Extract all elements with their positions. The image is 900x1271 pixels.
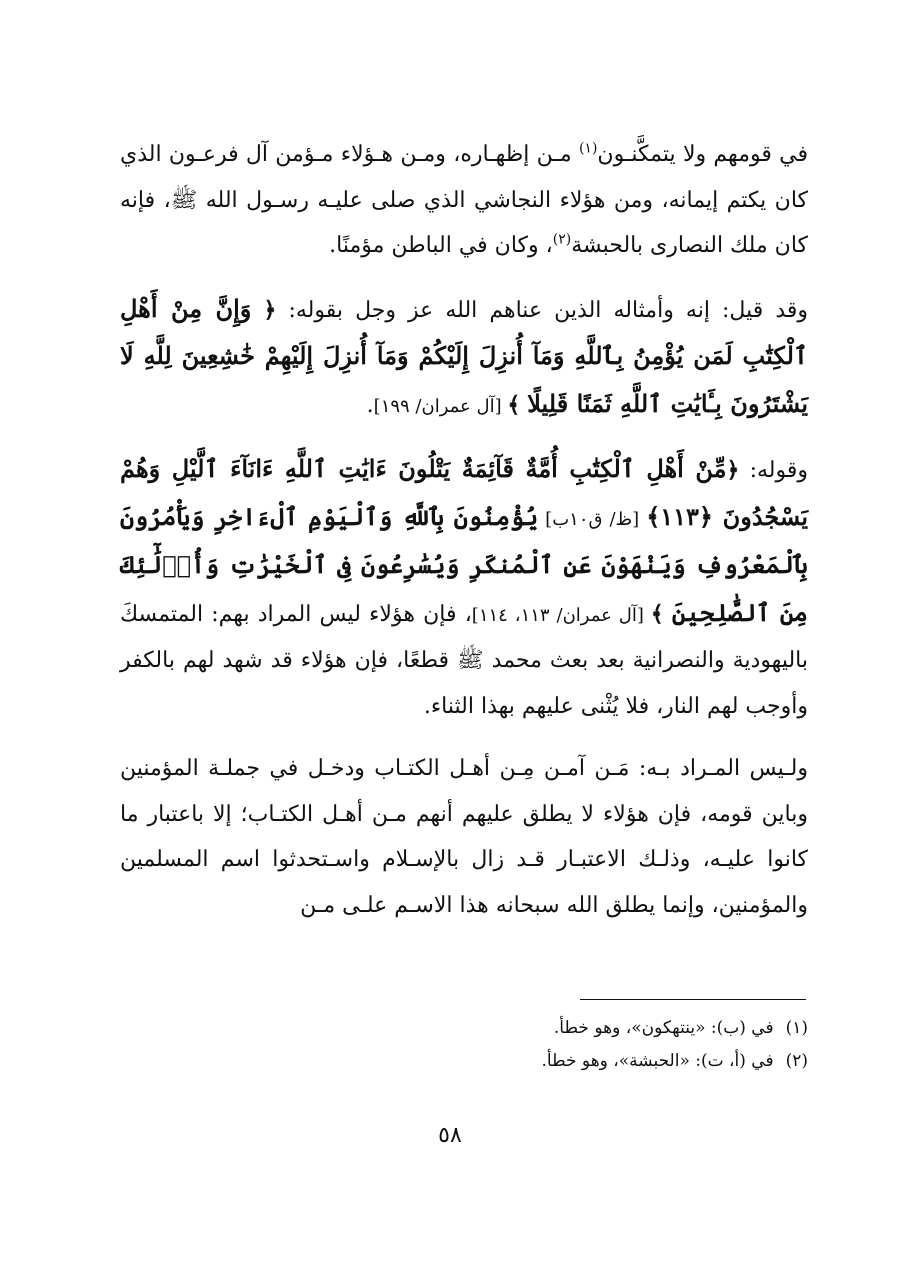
paragraph-2-intro: وقد قيل: إنه وأمثاله الذين عناهم الله عز وجل بقوله:	[276, 297, 809, 323]
paragraph-4-text: ولـيس المـراد بـه: مَـن آمـن مِـن أهـل الكتـاب ودخـل في جملـة المؤمنين وباين قومه، فإن هؤلاء لا يطلق عليهم أنهم مـن أهـل الكتـاب؛ إلا باعتبار ما كانوا عليـه، وذلـك الاعتبـار قـد زال بالإسـلام واسـتحدثوا اسم المسلمين والمؤمنين، وإنما يطلق الله سبحانه هذا الاسـم علـى مـن	[120, 756, 808, 918]
footnote-number: (٢)	[785, 1051, 808, 1071]
footnotes	[120, 1012, 808, 1078]
paragraph-3-rest: ، فإن هؤلاء ليس المراد بهم: المتمسكَ باليهودية والنصرانية بعد بعث محمد ﷺ قطعًا، فإن هؤلاء قد شهد لهم بالكفر وأوجب لهم النار، فلا يُثْنى عليهم بهذا الثناء.	[120, 601, 808, 719]
footnote-marker-1: (١)	[578, 140, 598, 157]
footnote-1	[120, 1012, 808, 1045]
verse-reference: [آل عمران/ ١١٣، ١١٤]	[471, 604, 651, 626]
footnote-2	[120, 1045, 808, 1078]
main-text	[120, 132, 808, 928]
footnote-separator	[580, 999, 806, 1000]
paragraph-1-text-a: في قومهم ولا يتمكَّنـون	[597, 142, 809, 167]
quran-verse-part-2: يُؤْمِنُونَ بِٱللَّهِ وَٱلْيَوْمِ ٱلْءَاخِرِ وَيَأْمُرُونَ بِٱلْمَعْرُوفِ وَيَنْهَوْنَ عَنِ ٱلْمُنكَرِ وَيُسَٰرِعُونَ فِى ٱلْخَيْرَٰتِ وَأُو۟لَٰٓئِكَ مِنَ ٱلصَّٰلِحِينَ	[120, 501, 808, 627]
footnote-text: في (ب): «ينتهكون»، وهو خطأ.	[553, 1018, 774, 1038]
paragraph-3-intro: وقوله:	[739, 458, 808, 483]
paragraph-2-end: .	[366, 392, 374, 418]
quran-verse: وَإِنَّ مِنْ أَهْلِ ٱلْكِتَٰبِ لَمَن يُؤْمِنُ بِٱللَّهِ وَمَآ أُنزِلَ إِلَيْكُمْ وَمَآ أُنزِلَ إِلَيْهِمْ خَٰشِعِينَ لِلَّهِ لَا يَشْتَرُونَ بِـَٔايَٰتِ ٱللَّهِ ثَمَنًا قَلِيلًا	[120, 293, 808, 418]
quran-bracket-open: ﴿	[726, 457, 740, 483]
paragraph-1-text-b: مـن إظهـاره، ومـن هـؤلاء مـؤمن آل فرعـون الذي كان يكتم إيمانه، ومن هؤلاء النجاشي الذي صلى عليـه رسـول الله ﷺ، فإنه كان ملك النصارى بالحبشة	[120, 142, 808, 258]
paragraph-2	[120, 286, 808, 430]
page-number: ٥٨	[438, 1123, 462, 1148]
footnote-number: (١)	[785, 1018, 808, 1038]
footnote-text: في (أ، ت): «الحبشة»، وهو خطأ.	[541, 1051, 774, 1071]
footnote-marker-2: (٢)	[552, 231, 572, 248]
quran-bracket-close: ﴾	[650, 600, 664, 627]
paragraph-1	[120, 132, 808, 269]
verse-reference: [آل عمران/ ١٩٩]	[373, 395, 508, 417]
paragraph-3	[120, 446, 808, 729]
manuscript-page-marker: [ظ/ ق١٠ب]	[538, 508, 647, 530]
paragraph-1-text-c: ، وكان في الباطن مؤمنًا.	[329, 233, 553, 258]
quran-bracket-open: ﴿	[263, 296, 277, 323]
quran-bracket-close: ﴾	[507, 391, 521, 418]
paragraph-4	[120, 746, 808, 928]
quran-verse-part-1: مِّنْ أَهْلِ ٱلْكِتَٰبِ أُمَّةٌ قَآئِمَةٌ يَتْلُونَ ءَايَٰتِ ٱللَّهِ ءَانَآءَ ٱلَّيْلِ وَهُمْ يَسْجُدُونَ ﴿١١٣﴾	[120, 454, 809, 531]
